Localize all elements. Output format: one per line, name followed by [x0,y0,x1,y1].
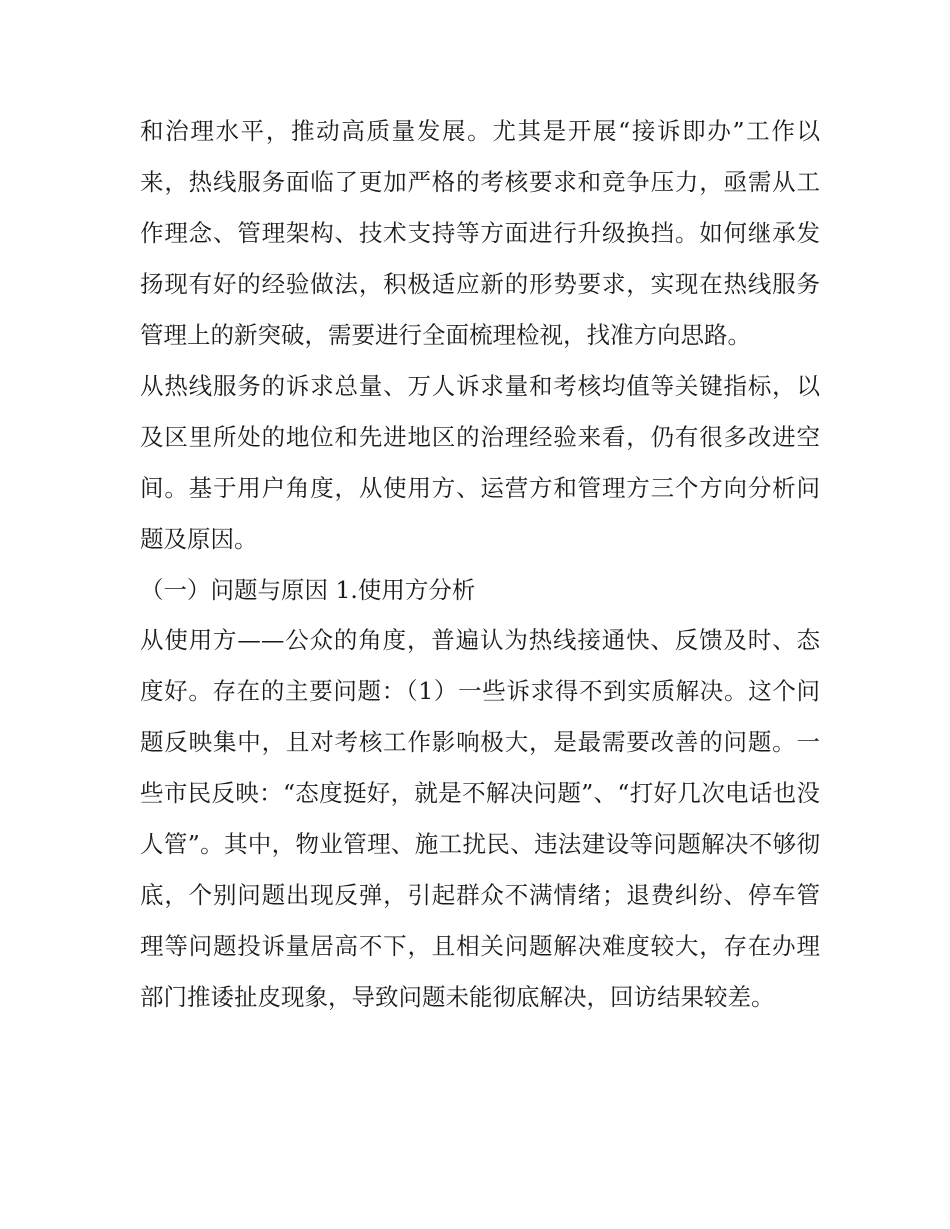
paragraph-analysis-basis: 从热线服务的诉求总量、万人诉求量和考核均值等关键指标，以及区里所处的地位和先进地区的治理经验来看，仍有很多改进空间。基于用户角度，从使用方、运营方和管理方三个方向分析问题及原因。 [140,372,820,553]
section-heading: （一）问题与原因 1.使用方分析 [140,576,476,604]
document-body [140,106,820,1023]
paragraph-user-side-analysis: 从使用方——公众的角度，普遍认为热线接通快、反馈及时、态度好。存在的主要问题：（1）一些诉求得不到实质解决。这个问题反映集中，且对考核工作影响极大，是最需要改善的问题。一些市民反映：“态度挺好，就是不解决问题”、“打好几次电话也没人管”。其中，物业管理、施工扰民、违法建设等问题解决不够彻底，个别问题出现反弹，引起群众不满情绪；退费纠纷、停车管理等问题投诉量居高不下，且相关问题解决难度较大，存在办理部门推诿扯皮现象，导致问题未能彻底解决，回访结果较差。 [140,626,820,1011]
paragraph-intro: 和治理水平，推动高质量发展。尤其是开展“接诉即办”工作以来，热线服务面临了更加严格的考核要求和竞争压力，亟需从工作理念、管理架构、技术支持等方面进行升级换挡。如何继承发扬现有好的经验做法，积极适应新的形势要求，实现在热线服务管理上的新突破，需要进行全面梳理检视，找准方向思路。 [140,117,820,349]
